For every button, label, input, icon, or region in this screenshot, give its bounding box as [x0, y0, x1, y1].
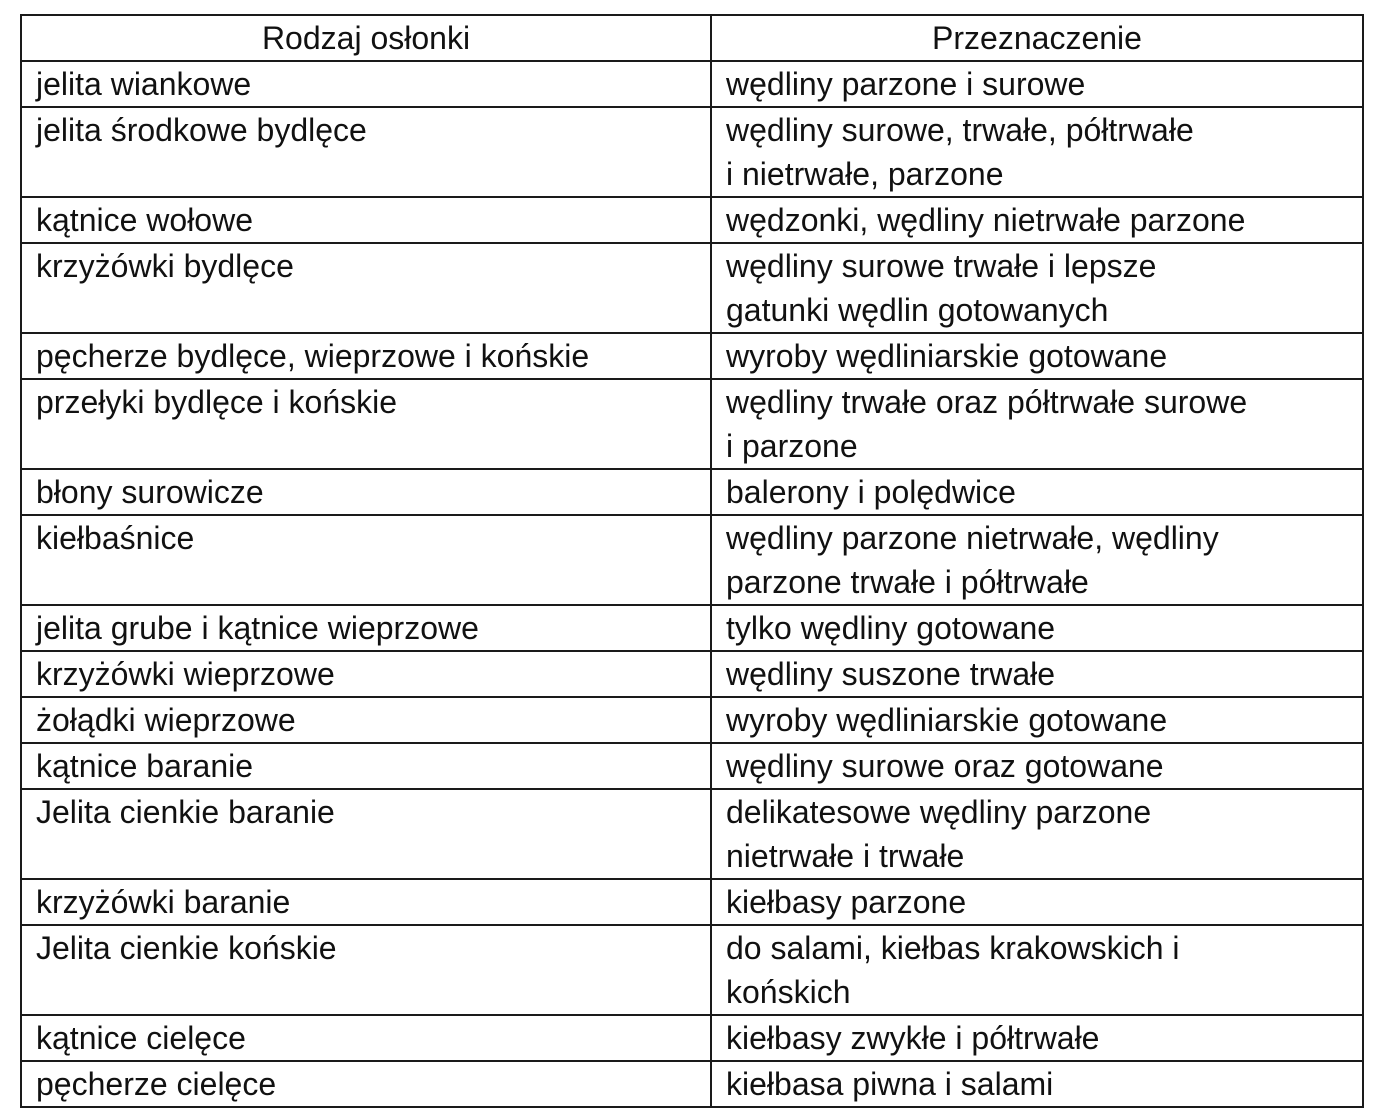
table-row	[21, 605, 1363, 651]
purpose-cell	[711, 197, 1363, 243]
purpose-cell	[711, 789, 1363, 879]
casing-type-cell: kątnice cielęce	[21, 1015, 711, 1061]
table-row	[21, 107, 1363, 197]
table-row	[21, 469, 1363, 515]
table-header-row	[21, 15, 1363, 61]
purpose-line: wyroby wędliniarskie gotowane	[726, 702, 1168, 738]
purpose-line: wędliny trwałe oraz półtrwałe surowe	[726, 384, 1248, 420]
purpose-line: wędliny surowe, trwałe, półtrwałe	[726, 112, 1194, 148]
casing-type-cell: jelita wiankowe	[21, 61, 711, 107]
table-row	[21, 1061, 1363, 1107]
table-row	[21, 197, 1363, 243]
purpose-line: wędzonki, wędliny nietrwałe parzone	[726, 202, 1246, 238]
header-purpose: Przeznaczenie	[711, 15, 1363, 61]
table-row	[21, 333, 1363, 379]
table-row	[21, 925, 1363, 1015]
purpose-line: nietrwałe i trwałe	[726, 838, 965, 874]
table-row	[21, 61, 1363, 107]
casing-type-cell: Jelita cienkie baranie	[21, 789, 711, 879]
purpose-line: wędliny surowe trwałe i lepsze	[726, 248, 1157, 284]
table-row	[21, 789, 1363, 879]
casing-type-cell: przełyki bydlęce i końskie	[21, 379, 711, 469]
table-row	[21, 651, 1363, 697]
casing-type-cell: krzyżówki bydlęce	[21, 243, 711, 333]
purpose-cell	[711, 879, 1363, 925]
table-row	[21, 743, 1363, 789]
casing-type-cell: jelita środkowe bydlęce	[21, 107, 711, 197]
purpose-cell	[711, 61, 1363, 107]
purpose-cell	[711, 469, 1363, 515]
casing-type-cell: pęcherze cielęce	[21, 1061, 711, 1107]
purpose-cell	[711, 333, 1363, 379]
purpose-cell	[711, 743, 1363, 789]
casing-type-cell: Jelita cienkie końskie	[21, 925, 711, 1015]
table-row	[21, 379, 1363, 469]
purpose-cell	[711, 605, 1363, 651]
purpose-cell	[711, 1015, 1363, 1061]
purpose-cell	[711, 651, 1363, 697]
purpose-line: wędliny parzone nietrwałe, wędliny	[726, 520, 1219, 556]
casing-type-cell: błony surowicze	[21, 469, 711, 515]
purpose-cell	[711, 379, 1363, 469]
table-row	[21, 1015, 1363, 1061]
purpose-line: kiełbasa piwna i salami	[726, 1066, 1054, 1102]
casing-type-cell: pęcherze bydlęce, wieprzowe i końskie	[21, 333, 711, 379]
purpose-line: gatunki wędlin gotowanych	[726, 292, 1109, 328]
purpose-line: balerony i polędwice	[726, 474, 1016, 510]
purpose-line: końskich	[726, 974, 851, 1010]
casing-type-cell: krzyżówki baranie	[21, 879, 711, 925]
purpose-line: wędliny parzone i surowe	[726, 66, 1086, 102]
purpose-line: do salami, kiełbas krakowskich i	[726, 930, 1180, 966]
purpose-cell	[711, 107, 1363, 197]
purpose-cell	[711, 925, 1363, 1015]
purpose-cell	[711, 515, 1363, 605]
table-row	[21, 515, 1363, 605]
purpose-line: wyroby wędliniarskie gotowane	[726, 338, 1168, 374]
table-row	[21, 243, 1363, 333]
purpose-line: wędliny suszone trwałe	[726, 656, 1056, 692]
table-row	[21, 697, 1363, 743]
purpose-line: parzone trwałe i półtrwałe	[726, 564, 1089, 600]
header-casing-type: Rodzaj osłonki	[21, 15, 711, 61]
purpose-line: delikatesowe wędliny parzone	[726, 794, 1152, 830]
table-row	[21, 879, 1363, 925]
casing-type-cell: jelita grube i kątnice wieprzowe	[21, 605, 711, 651]
purpose-line: i nietrwałe, parzone	[726, 156, 1004, 192]
purpose-line: kiełbasy zwykłe i półtrwałe	[726, 1020, 1100, 1056]
table-body	[21, 61, 1363, 1107]
purpose-cell	[711, 243, 1363, 333]
purpose-cell	[711, 697, 1363, 743]
casing-type-cell: kiełbaśnice	[21, 515, 711, 605]
purpose-line: tylko wędliny gotowane	[726, 610, 1056, 646]
casing-purpose-table	[20, 14, 1364, 1108]
casing-type-cell: krzyżówki wieprzowe	[21, 651, 711, 697]
casing-type-cell: kątnice baranie	[21, 743, 711, 789]
casing-type-cell: żołądki wieprzowe	[21, 697, 711, 743]
purpose-line: kiełbasy parzone	[726, 884, 967, 920]
purpose-line: i parzone	[726, 428, 858, 464]
casing-type-cell: kątnice wołowe	[21, 197, 711, 243]
purpose-line: wędliny surowe oraz gotowane	[726, 748, 1164, 784]
purpose-cell	[711, 1061, 1363, 1107]
